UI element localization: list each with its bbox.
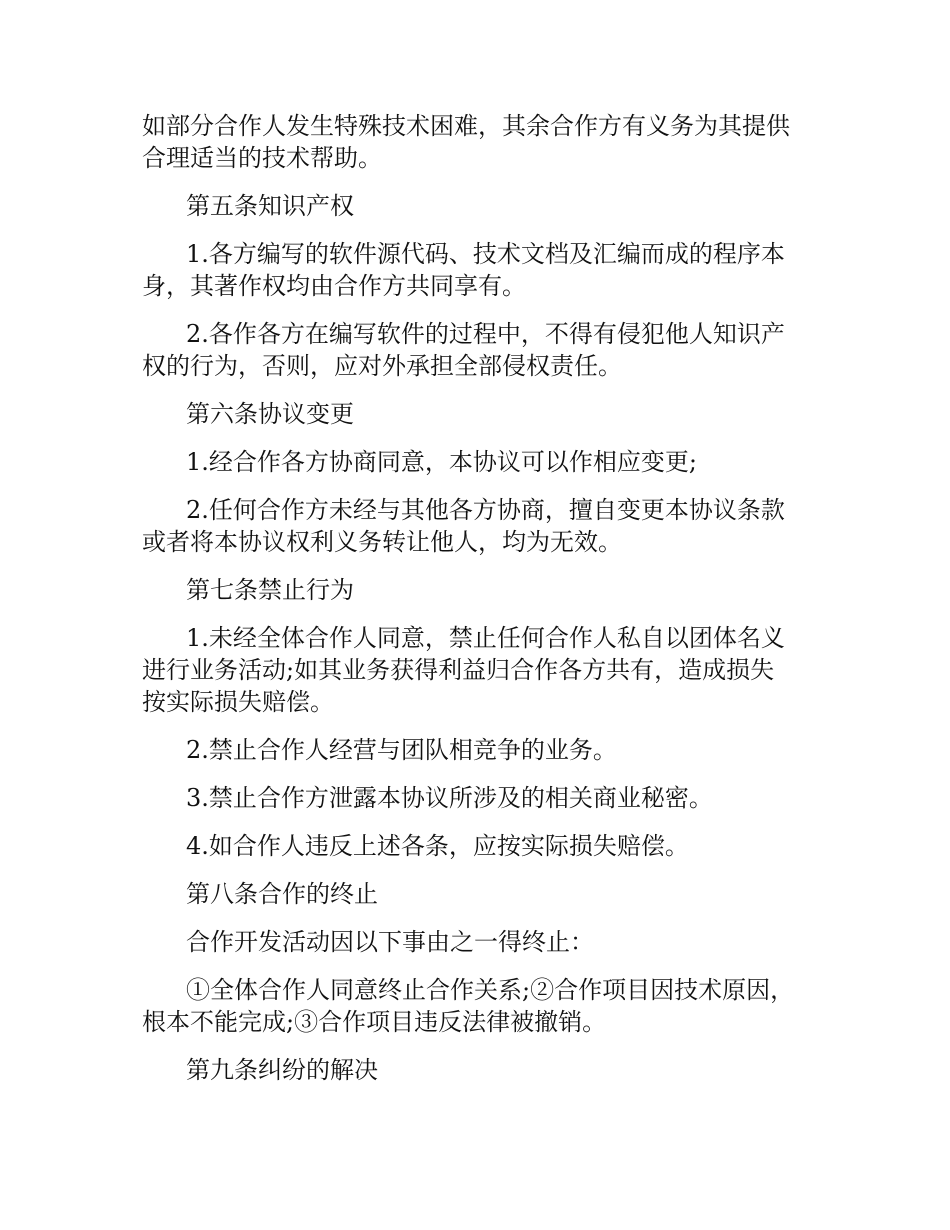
paragraph-prohibited-clause-4: 4.如合作人违反上述各条，应按实际损失赔偿。: [186, 832, 689, 860]
paragraph-prohibited-clause-3: 3.禁止合作方泄露本协议所涉及的相关商业秘密。: [186, 784, 713, 812]
paragraph-termination-reasons: ①全体合作人同意终止合作关系;②合作项目因技术原因， 根本不能完成;③合作项目违反法律被撤销。: [142, 976, 795, 1036]
heading-article-6-amendment: 第六条协议变更: [186, 400, 354, 428]
paragraph-tech-assistance: 如部分合作人发生特殊技术困难，其余合作方有义务为其提供 合理适当的技术帮助。: [142, 112, 790, 172]
paragraph-prohibited-clause-2: 2.禁止合作人经营与团队相竞争的业务。: [186, 736, 617, 764]
document-page: [142, 110, 812, 1102]
paragraph-prohibited-clause-1: 1.未经全体合作人同意，禁止任何合作人私自以团体名义 进行业务活动;如其业务获得利益归合作各方共有，造成损失 按实际损失赔偿。: [142, 624, 785, 716]
heading-article-5-ip: 第五条知识产权: [186, 192, 354, 220]
paragraph-ip-clause-2: 2.各作各方在编写软件的过程中，不得有侵犯他人知识产 权的行为，否则，应对外承担全部侵权责任。: [142, 320, 785, 380]
heading-article-7-prohibited: 第七条禁止行为: [186, 576, 354, 604]
paragraph-amendment-clause-1: 1.经合作各方协商同意，本协议可以作相应变更;: [186, 448, 697, 476]
paragraph-amendment-clause-2: 2.任何合作方未经与其他各方协商，擅自变更本协议条款 或者将本协议权利义务转让他人，均为无效。: [142, 496, 785, 556]
heading-article-9-disputes: 第九条纠纷的解决: [186, 1056, 378, 1084]
paragraph-ip-clause-1: 1.各方编写的软件源代码、技术文档及汇编而成的程序本 身，其著作权均由合作方共同享有。: [142, 240, 785, 300]
heading-article-8-termination: 第八条合作的终止: [186, 880, 378, 908]
paragraph-termination-intro: 合作开发活动因以下事由之一得终止：: [186, 928, 594, 956]
